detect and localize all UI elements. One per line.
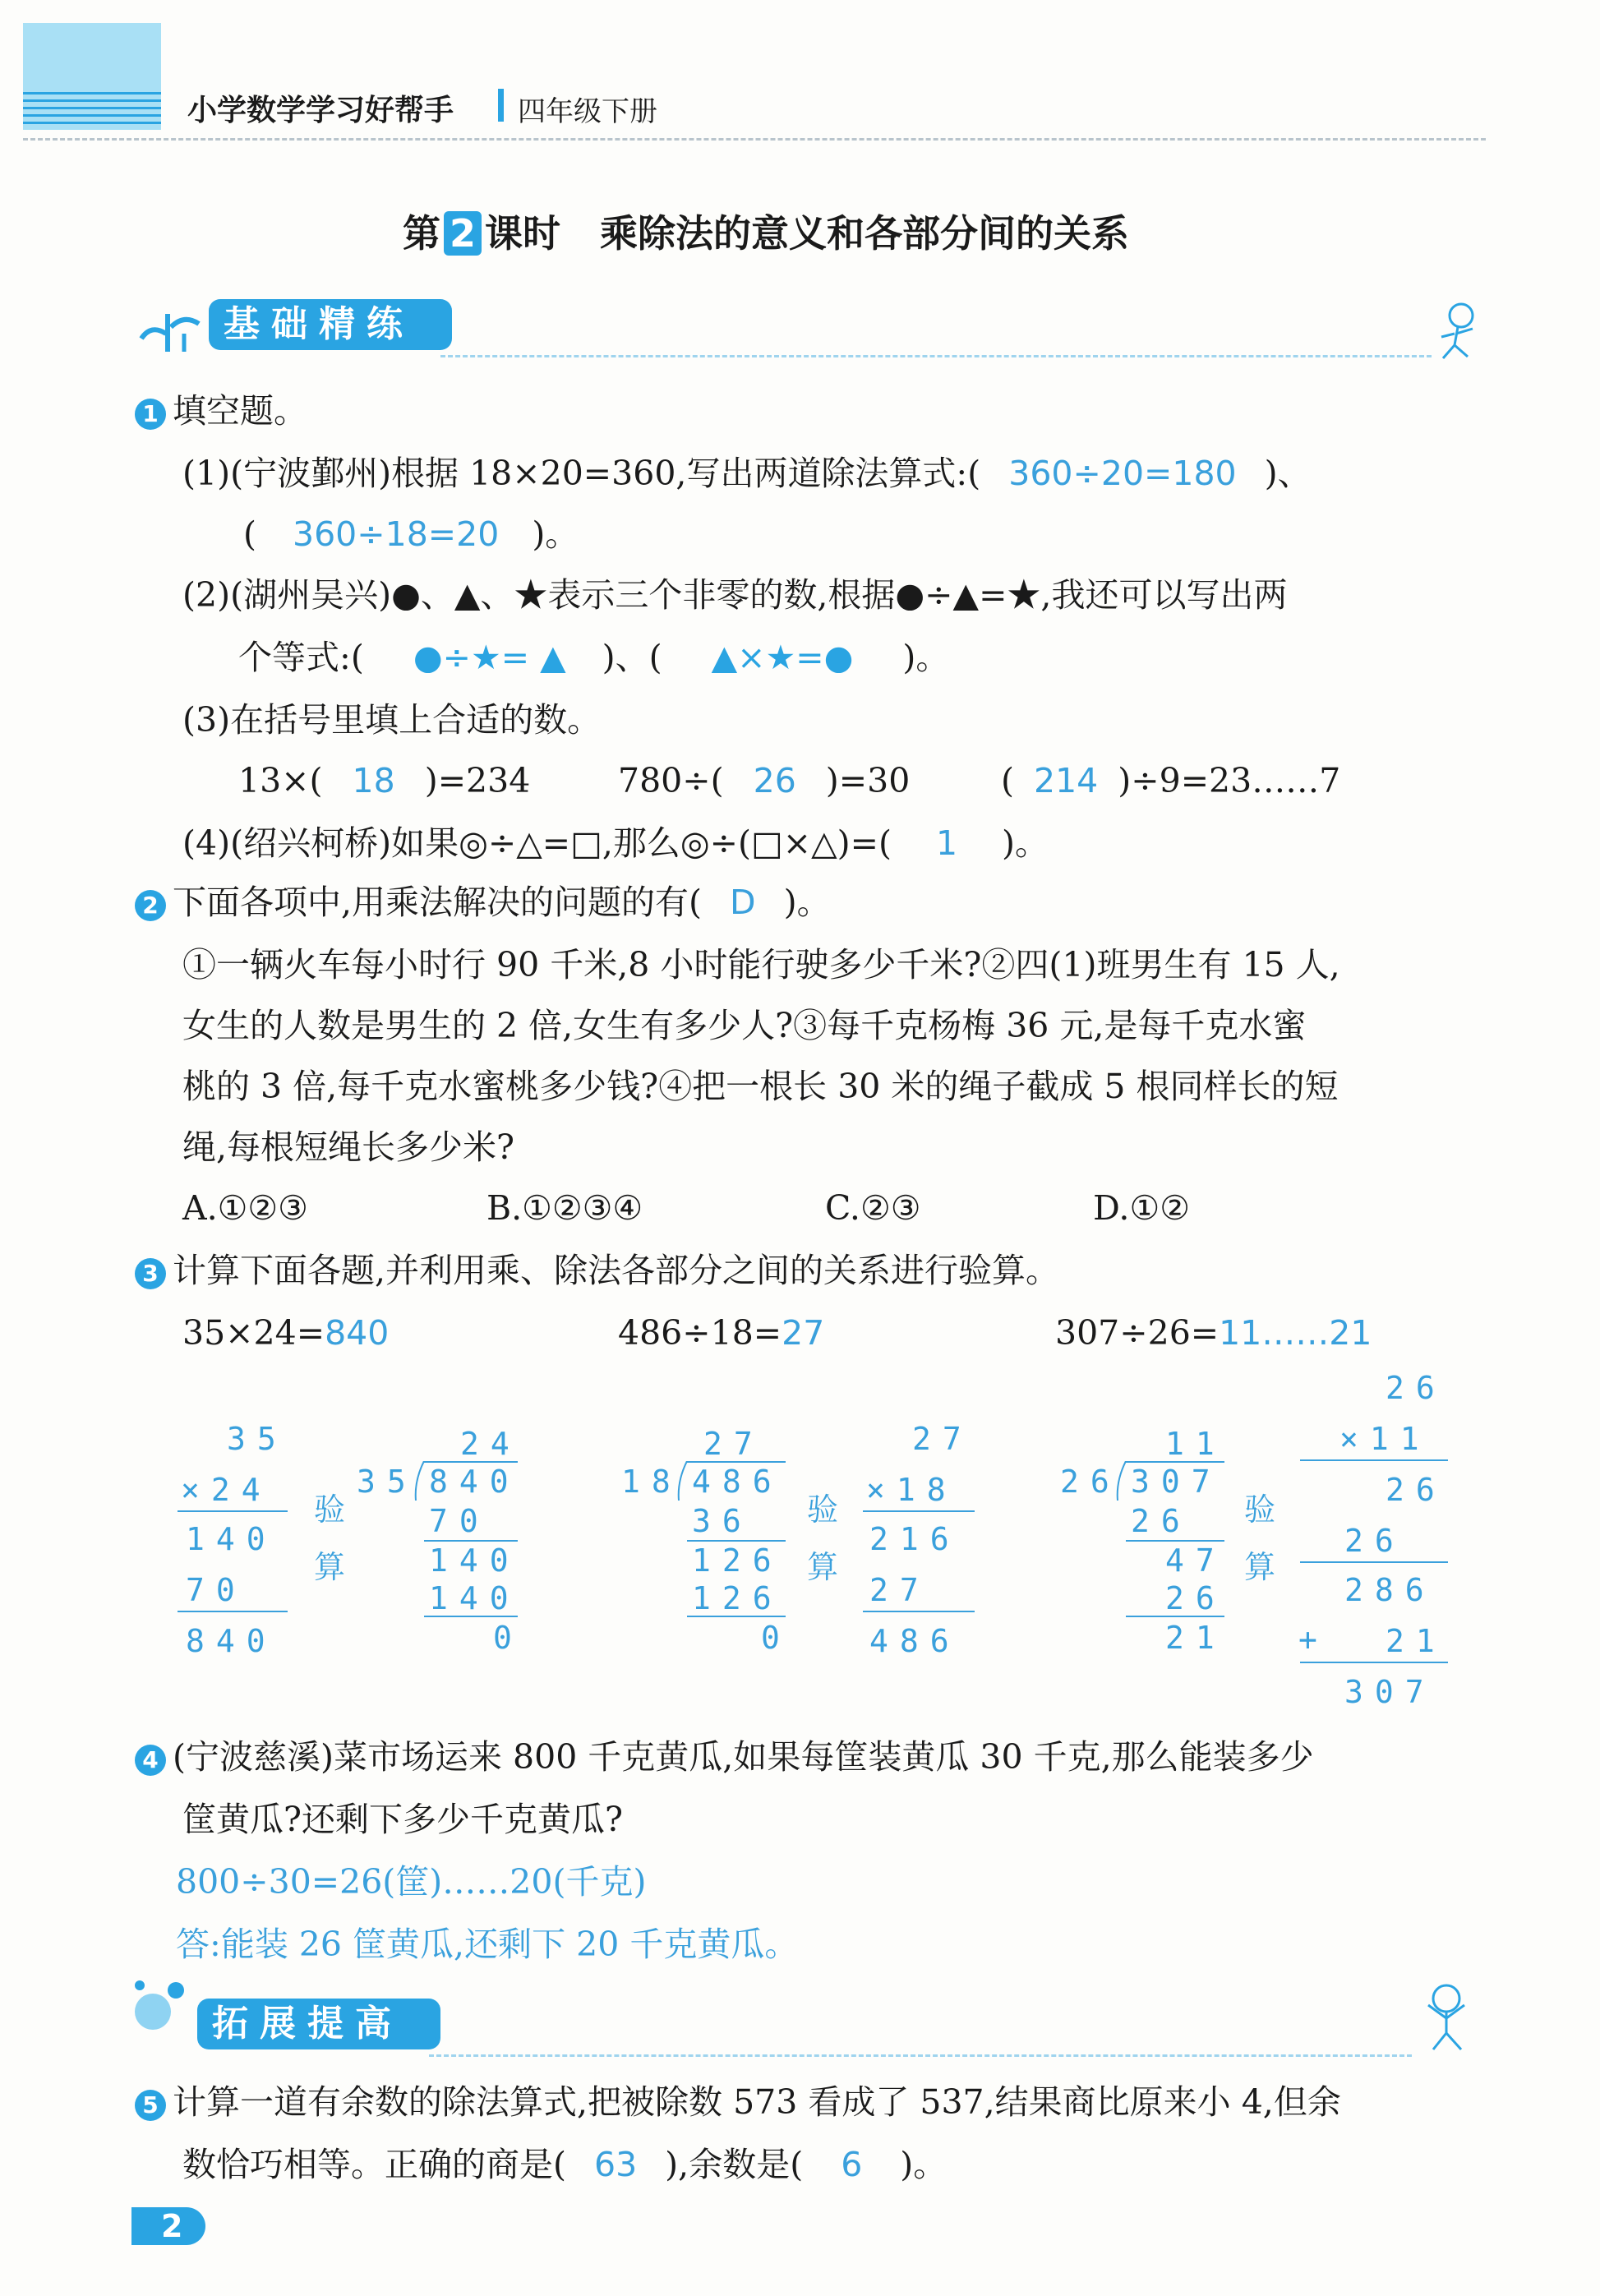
q1-p3-e2-answer: 26 [753, 761, 796, 800]
calc6-rule-3 [1300, 1662, 1448, 1663]
lesson-suffix: 课时 [485, 211, 560, 256]
calc6-line-5: 286 [1344, 1572, 1436, 1608]
q1-heading [135, 391, 307, 431]
q1-p1-text-a: (1)(宁波鄞州)根据 18×20=360,写出两道除法算式:( [182, 454, 981, 493]
calc3-step-3: 126 [692, 1580, 783, 1616]
q3-heading [135, 1251, 1060, 1290]
calc6-line-3: 26 [1386, 1472, 1446, 1508]
check-label-3b: 算 [1244, 1549, 1276, 1585]
q1-part3-eq2 [618, 761, 911, 800]
q1-p2-text-d: )。 [902, 638, 950, 677]
q5-line2 [182, 2145, 948, 2184]
calc6-line-2: ×11 [1339, 1421, 1431, 1457]
calc5-remainder: 21 [1165, 1620, 1226, 1656]
calc3-remainder: 0 [761, 1620, 791, 1656]
q2-stem-a: 下面各项中,用乘法解决的问题的有( [173, 883, 703, 922]
calc5-step-3: 26 [1165, 1580, 1226, 1616]
bubbles-icon [128, 1969, 194, 2035]
calc3-rule-2 [687, 1616, 786, 1617]
calc4-line-3: 216 [869, 1521, 961, 1557]
q1-p1-text-d: )。 [532, 514, 579, 554]
q5-text-1: 计算一道有余数的除法算式,把被除数 573 看成了 537,结果商比原来小 4,但余 [173, 2082, 1341, 2122]
q1-p3-e1-b: )=234 [424, 761, 531, 800]
cheering-kid-icon [1413, 1980, 1479, 2054]
q1-p1-text-b: )、 [1264, 454, 1312, 493]
calc2-divisor: 35 [357, 1464, 417, 1500]
q1-p2-text-c: )、( [602, 638, 662, 677]
check-label-2b: 算 [807, 1549, 839, 1585]
q1-p1-text-c: ( [243, 514, 256, 554]
calc1-line-1: 35 [227, 1421, 288, 1457]
q4-answer-text: 答:能装 26 筐黄瓜,还剩下 20 千克黄瓜。 [176, 1925, 799, 1964]
q4-answer-calc: 800÷30=26(筐)……20(千克) [176, 1862, 647, 1902]
q1-p1-answer1: 360÷20=180 [1008, 454, 1237, 493]
calc5-divisor: 26 [1060, 1464, 1121, 1500]
q1-part2-line1: (2)(湖州吴兴)●、▲、★表示三个非零的数,根据●÷▲=★,我还可以写出两 [182, 575, 1288, 615]
q1-p3-e3-b: )÷9=23……7 [1118, 761, 1341, 800]
calc1-rule-1 [178, 1510, 288, 1512]
q4-number: 4 [135, 1745, 166, 1776]
q2-option-c: C.②③ [825, 1188, 921, 1228]
q1-p4-text-b: )。 [1002, 823, 1049, 863]
calc4-line-5: 486 [869, 1623, 961, 1659]
q3-eq1 [182, 1313, 390, 1353]
calc2-dividend: 840 [429, 1464, 520, 1500]
q3-eq2-answer: 27 [782, 1313, 825, 1353]
q3-eq1-text: 35×24= [182, 1313, 325, 1353]
q1-number: 1 [135, 399, 166, 430]
calc2-bracket-top [424, 1461, 518, 1463]
section-extend-rule [429, 2054, 1412, 2057]
q4-line1 [135, 1737, 1314, 1777]
lesson-number: 2 [444, 211, 482, 256]
section-basic-title: 基础精练 [209, 299, 452, 350]
calc5-bracket-top [1126, 1461, 1224, 1463]
calc4-rule-2 [863, 1611, 975, 1612]
calc2-rule-1 [424, 1540, 518, 1542]
calc2-step-3: 140 [429, 1580, 520, 1616]
q5-text-2b: ),余数是( [665, 2145, 804, 2184]
q1-p3-e3-answer: 214 [1034, 761, 1099, 800]
header-stripes [23, 92, 161, 127]
q3-eq3-answer: 11……21 [1219, 1313, 1372, 1353]
calc3-bracket-curve [677, 1461, 690, 1501]
q1-part1-line1 [182, 454, 1312, 493]
q1-p1-answer2: 360÷18=20 [293, 514, 500, 554]
calc1-line-5: 840 [186, 1623, 277, 1659]
q1-part3-eq1 [238, 761, 531, 800]
calc5-quotient: 11 [1165, 1426, 1226, 1462]
book-title: 小学数学学习好帮手 [187, 94, 454, 127]
calc4-line-1: 27 [912, 1421, 973, 1457]
q3-eq2-text: 486÷18= [618, 1313, 782, 1353]
lesson-title [403, 204, 1129, 258]
q5-text-2a: 数恰巧相等。正确的商是( [182, 2145, 566, 2184]
calc2-step-2: 140 [429, 1542, 520, 1579]
q1-p3-e1-a: 13×( [238, 761, 323, 800]
q4-text-1: (宁波慈溪)菜市场运来 800 千克黄瓜,如果每筐装黄瓜 30 千克,那么能装多少 [173, 1737, 1314, 1777]
check-label-1a: 验 [314, 1491, 346, 1528]
calc6-line-6: 21 [1386, 1623, 1446, 1659]
calc1-rule-2 [178, 1611, 288, 1612]
q2-number: 2 [135, 890, 166, 921]
q1-p2-answer2: ▲×★=● [711, 638, 854, 677]
calc3-quotient: 27 [703, 1426, 764, 1462]
q5-line1 [135, 2082, 1341, 2122]
q5-number: 5 [135, 2090, 166, 2121]
calc3-bracket-top [687, 1461, 786, 1463]
lesson-name: 乘除法的意义和各部分间的关系 [600, 211, 1130, 256]
calc3-step-1: 36 [692, 1503, 753, 1539]
q1-part3-title: (3)在括号里填上合适的数。 [182, 700, 602, 740]
q2-line4: 绳,每根短绳长多少米? [182, 1127, 515, 1167]
calc4-rule-1 [863, 1510, 975, 1512]
calc6-line-7: 307 [1344, 1674, 1436, 1710]
grade-label: 四年级下册 [518, 95, 657, 128]
q2-heading [135, 883, 831, 922]
q2-answer: D [730, 883, 756, 922]
calc5-step-2: 47 [1165, 1542, 1226, 1579]
calc6-line-1: 26 [1386, 1370, 1446, 1406]
q3-eq1-answer: 840 [325, 1313, 390, 1353]
calc6-line-4: 26 [1344, 1523, 1405, 1559]
calc3-divisor: 18 [621, 1464, 682, 1500]
q3-eq3 [1055, 1313, 1372, 1353]
check-label-2a: 验 [807, 1491, 839, 1528]
q1-p4-answer: 1 [935, 823, 958, 863]
calc1-line-4: 70 [186, 1572, 247, 1608]
calc5-rule-2 [1126, 1616, 1224, 1617]
calc2-rule-2 [424, 1616, 518, 1617]
page-number: 2 [131, 2207, 205, 2245]
q4-line2: 筐黄瓜?还剩下多少千克黄瓜? [182, 1800, 623, 1839]
calc5-bracket-curve [1116, 1461, 1129, 1501]
q1-part2-line2 [238, 638, 950, 677]
calc1-line-3: 140 [186, 1521, 277, 1557]
q1-p3-e2-b: )=30 [825, 761, 911, 800]
lesson-prefix: 第 [403, 211, 440, 256]
calc2-step-1: 70 [429, 1503, 490, 1539]
q1-title: 填空题。 [173, 391, 307, 431]
q3-number: 3 [135, 1258, 166, 1289]
q1-part3-eq3 [1001, 761, 1341, 800]
q1-p2-text-b: 个等式:( [238, 638, 364, 677]
q2-line1: ①一辆火车每小时行 90 千米,8 小时能行驶多少千米?②四(1)班男生有 15 人, [182, 945, 1340, 984]
header-rule [23, 138, 1486, 141]
q5-answer-remainder: 6 [841, 2145, 863, 2184]
calc3-step-2: 126 [692, 1542, 783, 1579]
running-kid-icon [1430, 301, 1487, 367]
q2-option-d: D.①② [1093, 1188, 1190, 1228]
q1-p4-text-a: (4)(绍兴柯桥)如果◎÷△=□,那么◎÷(□×△)=( [182, 823, 892, 863]
q2-stem-b: )。 [783, 883, 831, 922]
header-divider [498, 89, 504, 122]
q5-answer-quotient: 63 [594, 2145, 638, 2184]
calc4-line-2: ×18 [866, 1472, 957, 1508]
check-label-3a: 验 [1244, 1491, 1276, 1528]
calc1-line-2: ×24 [181, 1472, 272, 1508]
q1-part1-line2 [243, 514, 579, 554]
q2-option-a: A.①②③ [182, 1188, 308, 1228]
q2-line3: 桃的 3 倍,每千克水蜜桃多少钱?④把一根长 30 米的绳子截成 5 根同样长的短 [182, 1067, 1339, 1106]
section-basic-rule [440, 355, 1432, 357]
q3-eq3-text: 307÷26= [1055, 1313, 1220, 1353]
calc3-dividend: 486 [692, 1464, 783, 1500]
calc2-quotient: 24 [460, 1426, 521, 1462]
q1-p2-answer1: ●÷★= ▲ [413, 638, 566, 677]
calc5-rule-1 [1126, 1540, 1224, 1542]
q5-text-2c: )。 [900, 2145, 948, 2184]
calc6-plus: + [1298, 1621, 1329, 1657]
q1-part4 [182, 823, 1049, 863]
q1-p3-e3-a: ( [1001, 761, 1014, 800]
check-label-1b: 算 [314, 1549, 346, 1585]
sprout-icon [133, 306, 204, 355]
calc2-remainder: 0 [493, 1620, 523, 1656]
q2-line2: 女生的人数是男生的 2 倍,女生有多少人?③每千克杨梅 36 元,是每千克水蜜 [182, 1006, 1307, 1045]
q3-title: 计算下面各题,并利用乘、除法各部分之间的关系进行验算。 [173, 1251, 1060, 1290]
q3-eq2 [618, 1313, 825, 1353]
calc6-rule-2 [1300, 1561, 1448, 1563]
calc2-bracket-curve [414, 1461, 427, 1501]
section-extend-title: 拓展提高 [197, 1999, 440, 2049]
calc5-step-1: 26 [1131, 1503, 1192, 1539]
calc6-rule-1 [1300, 1459, 1448, 1461]
q2-option-b: B.①②③④ [486, 1188, 643, 1228]
q1-p3-e2-a: 780÷( [618, 761, 724, 800]
calc5-dividend: 307 [1131, 1464, 1222, 1500]
calc4-line-4: 27 [869, 1572, 930, 1608]
calc3-rule-1 [687, 1540, 786, 1542]
q1-p3-e1-answer: 18 [352, 761, 395, 800]
